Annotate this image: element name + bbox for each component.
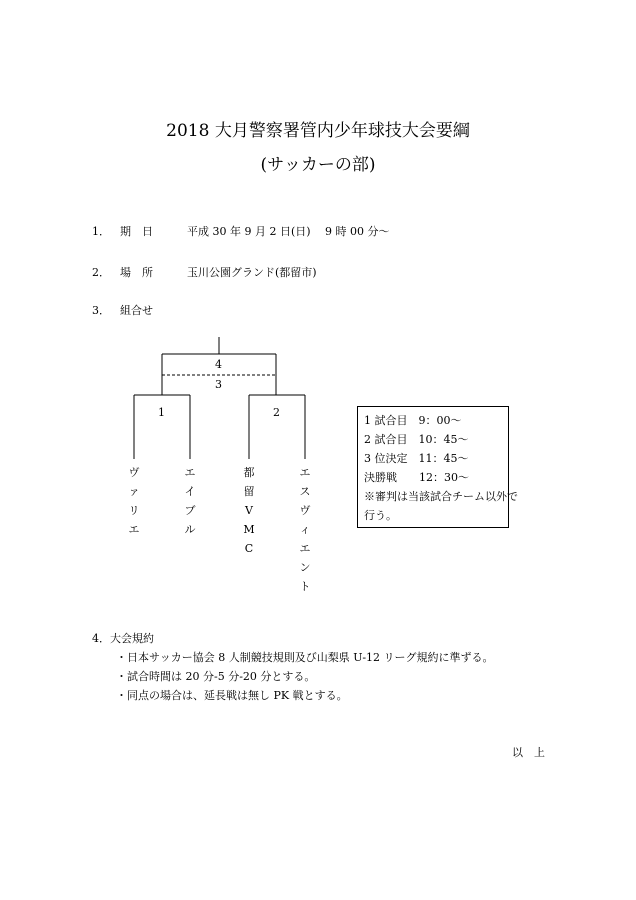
document-title: 2018 大月警察署管内少年球技大会要綱 <box>166 121 470 141</box>
team-esvient-char: エ <box>299 466 311 479</box>
closing-text: 以 上 <box>512 746 545 759</box>
team-tsuru-vmc-char: V <box>245 504 253 517</box>
team-esvient-char: ィ <box>299 523 311 536</box>
team-aible-char: ル <box>184 523 196 536</box>
bracket-match-3-label: 3 <box>215 378 222 391</box>
section-2-number: 2． <box>92 266 110 279</box>
rules-heading: 4．大会規約 <box>92 632 154 645</box>
schedule-line: 1 試合目 9：00～ <box>364 414 462 427</box>
schedule-line: 決勝戦 12：30～ <box>364 471 469 484</box>
schedule-note: ※審判は当該試合チーム以外で <box>364 490 518 503</box>
section-1-number: 1． <box>92 225 110 238</box>
team-aible-char: イ <box>184 485 196 498</box>
team-aible-char: エ <box>184 466 196 479</box>
section-1-label: 期 日 <box>120 225 153 238</box>
section-3-number: 3． <box>92 304 110 317</box>
section-2-label: 場 所 <box>120 266 153 279</box>
team-valie-char: ヴ <box>128 466 140 479</box>
schedule-box <box>357 406 518 528</box>
team-aible <box>183 463 197 539</box>
section-2-value: 玉川公園グランド(都留市) <box>187 266 317 279</box>
rules-item: ・日本サッカー協会 8 人制競技規則及び山梨県 U-12 リーグ規約に準ずる。 <box>116 651 494 664</box>
team-valie-char: リ <box>128 504 140 517</box>
team-esvient-char: ヴ <box>299 504 311 517</box>
team-tsuru-vmc-char: C <box>244 542 254 555</box>
bracket-match-2-label: 2 <box>273 406 280 419</box>
schedule-line: 3 位決定 11：45～ <box>364 452 469 465</box>
rules-item: ・試合時間は 20 分-5 分-20 分とする。 <box>116 670 316 683</box>
team-esvient-char: エ <box>299 542 311 555</box>
bracket-match-4-label: 4 <box>215 358 222 371</box>
section-1-value: 平成 30 年 9 月 2 日(日) 9 時 00 分～ <box>187 225 390 238</box>
section-3-label: 組合せ <box>120 304 153 317</box>
team-tsuru-vmc-char: 都 <box>243 466 255 479</box>
document-subtitle: (サッカーの部) <box>260 155 376 175</box>
team-aible-char: ブ <box>184 504 196 517</box>
schedule-line: 2 試合目 10：45～ <box>364 433 469 446</box>
team-tsuru-vmc-char: 留 <box>243 485 255 498</box>
bracket-match-1-label: 1 <box>158 406 165 419</box>
team-esvient-char: ス <box>299 485 311 498</box>
schedule-note: 行う。 <box>364 509 397 522</box>
rules-list <box>116 648 494 705</box>
team-valie-char: エ <box>128 523 140 536</box>
team-tsuru-vmc-char: M <box>243 523 255 536</box>
team-esvient <box>298 463 312 596</box>
team-valie-char: ァ <box>128 485 140 498</box>
team-esvient-char: ン <box>299 561 311 574</box>
team-tsuru-vmc <box>242 463 256 558</box>
team-valie <box>127 463 141 539</box>
team-esvient-char: ト <box>299 580 311 593</box>
rules-item: ・同点の場合は、延長戦は無し PK 戦とする。 <box>116 689 348 702</box>
